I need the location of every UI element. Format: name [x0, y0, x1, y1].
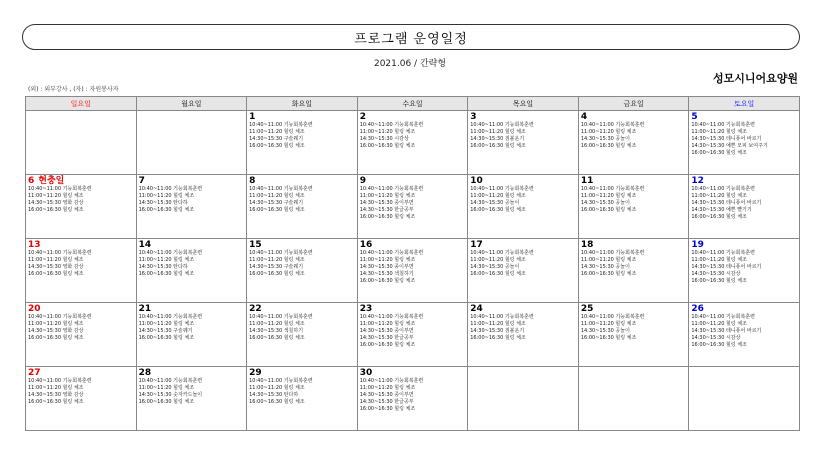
- day-number: 17: [470, 240, 483, 250]
- activity-item: 14:30~15:30 색칠하기: [249, 328, 304, 334]
- activity-item: 14:30~15:30 시감상: [691, 335, 741, 341]
- activity-item: 16:00~16:30 힐링 체조: [470, 143, 526, 149]
- activity-item: 16:00~16:30 힐링 체조: [691, 214, 747, 220]
- day-number: 11: [580, 176, 594, 186]
- day-number: 25: [580, 304, 594, 314]
- activity-list: [581, 186, 687, 214]
- day-number: 3: [470, 112, 477, 122]
- activity-item: 11:00~11:20 힐링 체조: [249, 321, 305, 327]
- day-number: 13: [28, 240, 41, 250]
- activity-item: 10:40~11:00 기능회복훈련: [138, 186, 203, 192]
- activity-item: 11:00~11:20 힐링 체조: [470, 193, 526, 199]
- activity-item: 11:00~11:20 힐링 체조: [359, 385, 416, 391]
- activity-item: 16:00~16:30 힐링 체조: [580, 207, 637, 213]
- activity-list: [691, 314, 797, 349]
- activity-item: 10:40~11:00 기능회복훈련: [249, 186, 313, 192]
- activity-list: [360, 122, 466, 150]
- calendar-day-cell: [578, 367, 689, 431]
- activity-item: 16:00~16:30 힐링 체조: [691, 342, 747, 348]
- activity-list: [139, 378, 245, 406]
- weekday-sat: 토요일: [689, 97, 800, 111]
- activity-item: 11:00~11:20 힐링 체조: [691, 193, 747, 199]
- day-number-line: [249, 240, 355, 250]
- day-number-line: [360, 304, 466, 314]
- activity-item: 11:00~11:20 힐링 체조: [359, 129, 416, 135]
- activity-list: [249, 186, 355, 214]
- day-number-line: [360, 176, 466, 186]
- activity-item: 11:00~11:20 힐링 체조: [470, 129, 526, 135]
- activity-item: 16:00~16:30 힐링 체조: [359, 214, 416, 220]
- activity-list: [470, 122, 576, 150]
- activity-item: 16:00~16:30 힐링 체조: [138, 207, 195, 213]
- activity-item: 16:00~16:30 힐링 체조: [249, 399, 305, 405]
- activity-item: 16:00~16:30 힐링 체조: [138, 271, 195, 277]
- calendar-day-cell: [136, 367, 247, 431]
- day-number: 14: [138, 240, 152, 250]
- calendar-week-row: [26, 303, 800, 367]
- calendar-day-cell: [26, 239, 137, 303]
- activity-list: [360, 186, 466, 221]
- day-number-line: [691, 240, 797, 250]
- activity-item: 16:00~16:30 힐링 체조: [691, 278, 747, 284]
- organization-name: 성모시니어요양원: [712, 72, 798, 85]
- calendar-day-cell: [247, 175, 358, 239]
- activity-item: 10:40~11:00 기능회복훈련: [691, 186, 755, 192]
- weekday-wed: 수요일: [357, 97, 468, 111]
- activity-list: [360, 314, 466, 349]
- day-number: 5: [691, 112, 698, 122]
- calendar-day-cell: [468, 175, 579, 239]
- day-number: 30: [359, 368, 373, 378]
- activity-item: 16:00~16:30 힐링 체조: [691, 150, 747, 156]
- activity-item: 10:40~11:00 기능회복훈련: [359, 314, 424, 320]
- activity-item: 16:00~16:30 힐링 체조: [359, 143, 416, 149]
- day-number-line: [139, 368, 245, 378]
- day-number-line: [139, 176, 245, 186]
- activity-item: 16:00~16:30 힐링 체조: [249, 207, 305, 213]
- day-number: 27: [28, 368, 41, 378]
- day-number-line: [470, 112, 576, 122]
- activity-item: 14:30~15:30 구슬꿰기: [249, 200, 304, 206]
- day-number-line: [691, 176, 797, 186]
- calendar-week-row: [26, 239, 800, 303]
- activity-item: 10:40~11:00 기능회복훈련: [138, 250, 203, 256]
- day-number: 1: [249, 112, 256, 122]
- activity-item: 10:40~11:00 기능회복훈련: [359, 378, 424, 384]
- day-number-line: [28, 304, 134, 314]
- activity-item: 11:00~11:20 힐링 체조: [28, 385, 84, 391]
- activity-item: 10:40~11:00 기능회복훈련: [28, 250, 92, 256]
- day-number-line: [581, 112, 687, 122]
- calendar-week-row: [26, 111, 800, 175]
- activity-item: 10:40~11:00 기능회복훈련: [28, 314, 92, 320]
- calendar-day-cell: [357, 303, 468, 367]
- day-number: 16: [359, 240, 373, 250]
- day-number-line: [139, 240, 245, 250]
- activity-list: [691, 250, 797, 285]
- day-number-line: [249, 176, 355, 186]
- weekday-tue: 화요일: [247, 97, 358, 111]
- calendar-day-cell: [468, 111, 579, 175]
- day-number-line: [470, 304, 576, 314]
- activity-list: [249, 250, 355, 278]
- activity-item: 14:30~15:30 공놀이: [580, 136, 630, 142]
- day-number: 15: [249, 240, 262, 250]
- activity-item: 14:30~15:30 짐볼운기: [470, 328, 525, 334]
- calendar-day-cell: [247, 303, 358, 367]
- calendar-day-cell: [357, 175, 468, 239]
- activity-list: [249, 122, 355, 150]
- activity-item: 11:00~11:20 힐링 체조: [691, 129, 747, 135]
- calendar-day-cell: [689, 111, 800, 175]
- activity-item: 14:30~15:30 시감상: [691, 271, 741, 277]
- holiday-label: 현충일: [38, 176, 65, 186]
- activity-item: 10:40~11:00 기능회복훈련: [359, 250, 424, 256]
- activity-item: 10:40~11:00 기능회복훈련: [691, 122, 755, 128]
- day-number: 10: [470, 176, 483, 186]
- calendar-day-cell: [247, 367, 358, 431]
- activity-item: 10:40~11:00 기능회복훈련: [691, 314, 755, 320]
- activity-item: 11:00~11:20 힐링 체조: [28, 193, 84, 199]
- day-number-line: [581, 240, 687, 250]
- page-subtitle: 2021.06 / 간략형: [373, 59, 447, 69]
- day-number-line: [470, 240, 576, 250]
- calendar-day-cell: [578, 303, 689, 367]
- calendar-day-cell: [689, 239, 800, 303]
- activity-list: [28, 378, 134, 406]
- activity-item: 11:00~11:20 힐링 체조: [138, 321, 195, 327]
- activity-item: 16:00~16:30 힐링 체조: [580, 271, 637, 277]
- activity-item: 11:00~11:20 힐링 체조: [138, 257, 195, 263]
- calendar-day-cell: [26, 367, 137, 431]
- activity-item: 10:40~11:00 기능회복훈련: [470, 186, 534, 192]
- activity-item: 14:30~15:30 종이부면: [359, 392, 414, 398]
- activity-list: [249, 314, 355, 342]
- activity-item: 14:30~15:30 예쁜 빨기기: [691, 207, 752, 213]
- activity-item: 16:00~16:30 힐링 체조: [138, 335, 195, 341]
- calendar-day-cell: [26, 303, 137, 367]
- day-number-line: [691, 112, 797, 122]
- activity-item: 16:00~16:30 힐링 체조: [580, 143, 637, 149]
- calendar-day-cell: [468, 303, 579, 367]
- activity-item: 16:00~16:30 힐링 체조: [249, 271, 305, 277]
- activity-item: 14:30~15:30 숫자카드놀이: [138, 392, 203, 398]
- activity-list: [470, 250, 576, 278]
- activity-item: 16:00~16:30 힐링 체조: [359, 342, 416, 348]
- activity-list: [28, 314, 134, 342]
- day-number-line: [249, 304, 355, 314]
- activity-item: 11:00~11:20 힐링 체조: [580, 257, 637, 263]
- activity-item: 11:00~11:20 힐링 체조: [691, 321, 747, 327]
- day-number: 26: [691, 304, 704, 314]
- activity-item: 10:40~11:00 기능회복훈련: [359, 122, 424, 128]
- day-number: 24: [470, 304, 483, 314]
- activity-item: 14:30~15:30 영화 감상: [28, 264, 84, 270]
- day-number: 6: [28, 176, 35, 186]
- activity-item: 16:00~16:30 힐링 체조: [249, 335, 305, 341]
- activity-item: 14:30~15:30 탄다하: [138, 264, 188, 270]
- calendar-day-cell: [468, 367, 579, 431]
- activity-item: 10:40~11:00 기능회복훈련: [359, 186, 424, 192]
- activity-list: [249, 378, 355, 406]
- calendar-day-cell: [468, 239, 579, 303]
- weekday-thu: 목요일: [468, 97, 579, 111]
- day-number-line: [581, 304, 687, 314]
- activity-list: [691, 122, 797, 157]
- activity-item: 11:00~11:20 힐링 체조: [470, 257, 526, 263]
- activity-item: 16:00~16:30 힐링 체조: [359, 278, 416, 284]
- activity-item: 14:30~15:30 테니퓨어 바르기: [691, 328, 762, 334]
- activity-item: 10:40~11:00 기능회복훈련: [249, 378, 313, 384]
- day-number-line: [581, 176, 687, 186]
- activity-item: 14:30~15:30 시감상: [359, 136, 409, 142]
- activity-item: 14:30~15:30 종이부면: [359, 328, 414, 334]
- day-number: 19: [691, 240, 704, 250]
- day-number: 4: [580, 112, 588, 122]
- activity-item: 16:00~16:30 힐링 체조: [359, 406, 416, 412]
- calendar-day-cell: [247, 239, 358, 303]
- activity-item: 14:30~15:30 종이부면: [359, 264, 414, 270]
- activity-item: 10:40~11:00 기능회복훈련: [691, 250, 755, 256]
- calendar-week-row: [26, 175, 800, 239]
- day-number: 12: [691, 176, 704, 186]
- day-number: 29: [249, 368, 262, 378]
- activity-item: 14:30~15:30 공놀이: [580, 200, 630, 206]
- activity-item: 14:30~15:30 한글공부: [359, 335, 414, 341]
- calendar-day-cell: [689, 175, 800, 239]
- day-number-line: [360, 240, 466, 250]
- activity-item: 10:40~11:00 기능회복훈련: [580, 122, 645, 128]
- activity-item: 14:30~15:30 테니퓨어 바르기: [691, 136, 762, 142]
- activity-item: 10:40~11:00 기능회복훈련: [28, 378, 92, 384]
- activity-item: 11:00~11:20 힐링 체조: [359, 257, 416, 263]
- activity-list: [581, 250, 687, 278]
- activity-item: 11:00~11:20 힐링 체조: [28, 321, 84, 327]
- activity-item: 11:00~11:20 힐링 체조: [249, 385, 305, 391]
- activity-item: 11:00~11:20 힐링 체조: [138, 385, 195, 391]
- calendar-day-cell: [26, 175, 137, 239]
- activity-list: [139, 186, 245, 214]
- activity-item: 16:00~16:30 힐링 체조: [28, 207, 84, 213]
- legend-note: (외) : 외부강사 , (자) : 자원봉사자: [28, 86, 119, 93]
- calendar-day-cell: [578, 111, 689, 175]
- activity-item: 11:00~11:20 힐링 체조: [580, 193, 637, 199]
- day-number-line: [28, 240, 134, 250]
- activity-item: 14:30~15:30 한글공부: [359, 207, 414, 213]
- day-number-line: [28, 176, 134, 186]
- activity-list: [28, 250, 134, 278]
- activity-item: 16:00~16:30 힐링 체조: [470, 271, 526, 277]
- day-number-line: [360, 368, 466, 378]
- activity-item: 14:30~15:30 구슬꿰기: [249, 136, 304, 142]
- activity-item: 10:40~11:00 기능회복훈련: [138, 314, 203, 320]
- calendar-day-cell: [357, 367, 468, 431]
- activity-item: 10:40~11:00 기능회복훈련: [580, 186, 645, 192]
- day-number: 20: [28, 304, 41, 314]
- activity-item: 16:00~16:30 힐링 체조: [470, 207, 526, 213]
- activity-list: [360, 378, 466, 413]
- activity-item: 14:30~15:30 공놀이: [470, 264, 520, 270]
- activity-list: [28, 186, 134, 214]
- calendar-day-cell: [136, 111, 247, 175]
- activity-item: 11:00~11:20 힐링 체조: [580, 321, 637, 327]
- activity-item: 14:30~15:30 구슬꿰기: [249, 264, 304, 270]
- activity-item: 16:00~16:30 힐링 체조: [580, 335, 637, 341]
- activity-item: 14:30~15:30 테니퓨어 바르기: [691, 264, 762, 270]
- activity-item: 11:00~11:20 힐링 체조: [249, 129, 305, 135]
- page-title-box: [22, 24, 800, 50]
- day-number-line: [28, 368, 134, 378]
- activity-list: [139, 250, 245, 278]
- activity-item: 10:40~11:00 기능회복훈련: [470, 122, 534, 128]
- activity-item: 10:40~11:00 기능회복훈련: [138, 378, 203, 384]
- day-number: 18: [580, 240, 594, 250]
- calendar-table: [25, 96, 800, 431]
- activity-item: 11:00~11:20 힐링 체조: [249, 257, 305, 263]
- activity-item: 16:00~16:30 힐링 체조: [249, 143, 305, 149]
- weekday-fri: 금요일: [578, 97, 689, 111]
- activity-item: 11:00~11:20 힐링 체조: [359, 321, 416, 327]
- calendar-day-cell: [357, 239, 468, 303]
- day-number: 21: [138, 304, 152, 314]
- day-number: 9: [359, 176, 366, 186]
- activity-item: 10:40~11:00 기능회복훈련: [249, 122, 313, 128]
- calendar-week-row: [26, 367, 800, 431]
- day-number-line: [360, 112, 466, 122]
- activity-item: 10:40~11:00 기능회복훈련: [580, 250, 645, 256]
- day-number: 28: [138, 368, 152, 378]
- activity-item: 14:30~15:30 색칠하기: [359, 271, 414, 277]
- day-number: 8: [249, 176, 256, 186]
- day-number: 2: [359, 112, 366, 122]
- activity-list: [470, 314, 576, 342]
- activity-item: 14:30~15:30 예쁜 모피 보여주기: [691, 143, 768, 149]
- calendar-day-cell: [136, 239, 247, 303]
- activity-item: 14:30~15:30 테니퓨어 바르기: [691, 200, 762, 206]
- activity-item: 14:30~15:30 공놀이: [580, 328, 630, 334]
- activity-item: 14:30~15:30 한글공부: [359, 399, 414, 405]
- activity-item: 14:30~15:30 탄다하: [138, 200, 188, 206]
- activity-item: 10:40~11:00 기능회복훈련: [580, 314, 645, 320]
- activity-item: 16:00~16:30 힐링 체조: [28, 271, 84, 277]
- activity-item: 11:00~11:20 힐링 체조: [691, 257, 747, 263]
- activity-item: 11:00~11:20 힐링 체조: [28, 257, 84, 263]
- activity-item: 10:40~11:00 기능회복훈련: [249, 314, 313, 320]
- activity-list: [581, 314, 687, 342]
- activity-item: 11:00~11:20 힐링 체조: [580, 129, 637, 135]
- activity-list: [470, 186, 576, 214]
- day-number-line: [470, 176, 576, 186]
- activity-list: [360, 250, 466, 285]
- activity-list: [691, 186, 797, 221]
- activity-item: 14:30~15:30 영화 감상: [28, 392, 84, 398]
- day-number-line: [691, 304, 797, 314]
- calendar-day-cell: [136, 303, 247, 367]
- day-number: 22: [249, 304, 262, 314]
- activity-item: 14:30~15:30 영화 감상: [28, 200, 84, 206]
- calendar-day-cell: [247, 111, 358, 175]
- calendar-day-cell: [26, 111, 137, 175]
- day-number: 7: [138, 176, 145, 186]
- calendar-day-cell: [357, 111, 468, 175]
- calendar-day-cell: [689, 367, 800, 431]
- calendar-day-cell: [578, 175, 689, 239]
- activity-item: 14:30~15:30 탄다하: [249, 392, 299, 398]
- activity-item: 16:00~16:30 힐링 체조: [28, 335, 84, 341]
- activity-item: 14:30~15:30 구슬꿰기: [138, 328, 193, 334]
- activity-item: 11:00~11:20 힐링 체조: [470, 321, 526, 327]
- weekday-header-row: [26, 97, 800, 111]
- activity-list: [139, 314, 245, 342]
- activity-item: 14:30~15:30 짐볼운기: [470, 136, 525, 142]
- activity-item: 16:00~16:30 힐링 체조: [138, 399, 195, 405]
- activity-item: 10:40~11:00 기능회복훈련: [28, 186, 92, 192]
- day-number-line: [139, 304, 245, 314]
- activity-item: 10:40~11:00 기능회복훈련: [470, 314, 534, 320]
- activity-item: 10:40~11:00 기능회복훈련: [249, 250, 313, 256]
- weekday-mon: 월요일: [136, 97, 247, 111]
- activity-item: 14:30~15:30 공놀이: [580, 264, 630, 270]
- activity-list: [581, 122, 687, 150]
- calendar-day-cell: [689, 303, 800, 367]
- activity-item: 16:00~16:30 힐링 체조: [470, 335, 526, 341]
- activity-item: 11:00~11:20 힐링 체조: [138, 193, 195, 199]
- calendar-day-cell: [578, 239, 689, 303]
- day-number-line: [249, 368, 355, 378]
- activity-item: 14:30~15:30 영화 감상: [28, 328, 84, 334]
- page-title: 프로그램 운영일정: [354, 31, 468, 47]
- calendar-day-cell: [136, 175, 247, 239]
- activity-item: 10:40~11:00 기능회복훈련: [470, 250, 534, 256]
- weekday-sun: 일요일: [26, 97, 137, 111]
- activity-item: 14:30~15:30 공놀이: [470, 200, 520, 206]
- activity-item: 11:00~11:20 힐링 체조: [359, 193, 416, 199]
- day-number-line: [249, 112, 355, 122]
- activity-item: 14:30~15:30 종이부면: [359, 200, 414, 206]
- day-number: 23: [359, 304, 373, 314]
- activity-item: 11:00~11:20 힐링 체조: [249, 193, 305, 199]
- activity-item: 16:00~16:30 힐링 체조: [28, 399, 84, 405]
